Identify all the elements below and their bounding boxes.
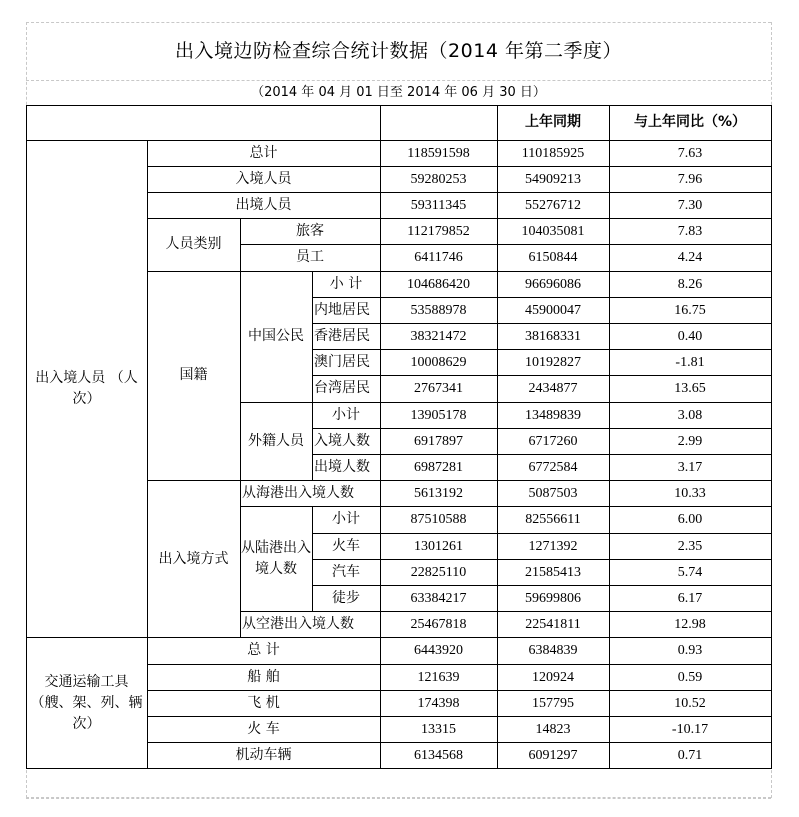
row-label: 内地居民 (314, 301, 370, 318)
value-current: 6917897 (414, 433, 463, 449)
value-last-year: 120924 (532, 669, 574, 685)
grid-line-h (240, 506, 772, 507)
value-last-year: 96696086 (525, 276, 581, 292)
value-current: 121639 (417, 669, 460, 685)
value-current: 1301261 (414, 538, 463, 554)
value-yoy: 0.93 (677, 643, 703, 659)
grid-line-h (240, 402, 772, 403)
row-label: 小计 (332, 406, 360, 423)
grid-line-h (147, 664, 772, 665)
row-label: 台湾居民 (314, 380, 370, 397)
value-current: 5613192 (414, 486, 463, 502)
group-label-person-type: 人员类别 (165, 236, 222, 253)
grid-line-h (26, 637, 772, 638)
value-current: 118591598 (407, 145, 470, 161)
grid-line-v (240, 219, 241, 638)
value-current: 59280253 (410, 171, 467, 187)
grid-line-v (380, 105, 381, 769)
value-yoy: 4.24 (677, 250, 703, 266)
value-last-year: 2434877 (528, 381, 578, 397)
group-label-mode: 出入境方式 (158, 550, 229, 567)
row-label: 火车 (332, 537, 360, 554)
grid-line-h (312, 428, 772, 429)
value-last-year: 14823 (535, 721, 571, 737)
row-label: 总 计 (247, 642, 280, 659)
value-yoy: -10.17 (671, 721, 709, 737)
header-last-year: 上年同期 (525, 114, 581, 130)
value-current: 13315 (421, 721, 456, 737)
value-current: 53588978 (410, 302, 467, 318)
grid-line-h (312, 323, 772, 324)
group-label-chinese: 中国公民 (248, 328, 304, 344)
value-yoy: 3.08 (677, 407, 703, 423)
grid-line-h (147, 166, 772, 167)
value-current: 6411746 (414, 250, 463, 266)
grid-line-h (26, 768, 772, 769)
header-yoy: 与上年同比（%） (633, 114, 747, 130)
group-label-land: 从陆港出入境人数 (241, 540, 311, 578)
row-label: 员工 (296, 249, 324, 266)
grid-line-h (147, 271, 772, 272)
value-yoy: 7.83 (677, 224, 703, 240)
value-current: 6987281 (414, 459, 463, 475)
grid-line-h (147, 192, 772, 193)
value-yoy: 2.35 (677, 538, 703, 554)
value-last-year: 10192827 (525, 355, 581, 371)
value-yoy: 0.40 (677, 328, 703, 344)
grid-line-v (26, 105, 27, 769)
value-yoy: 5.74 (677, 564, 703, 580)
grid-line-v (497, 105, 498, 769)
value-last-year: 54909213 (525, 171, 581, 187)
value-yoy: 0.71 (677, 748, 703, 764)
row-label: 小 计 (329, 275, 363, 292)
value-last-year: 157795 (532, 695, 574, 711)
row-label: 火 车 (247, 720, 280, 737)
row-label: 入境人员 (235, 170, 292, 187)
row-label: 入境人数 (314, 432, 370, 449)
grid-line-h (240, 244, 772, 245)
value-last-year: 6384839 (528, 643, 578, 659)
value-current: 25467818 (410, 617, 467, 633)
value-yoy: 10.52 (674, 695, 706, 711)
value-current: 13905178 (410, 407, 467, 423)
group-label-transport: 交通运输工具（艘、架、列、辆次） (30, 673, 143, 732)
value-last-year: 55276712 (525, 197, 581, 213)
value-current: 6134568 (414, 748, 463, 764)
value-last-year: 22541811 (525, 617, 581, 633)
value-last-year: 6091297 (528, 748, 578, 764)
value-current: 22825110 (410, 564, 467, 580)
value-current: 63384217 (410, 590, 467, 606)
grid-line-h (312, 297, 772, 298)
value-yoy: 8.26 (677, 276, 703, 292)
grid-line-v (312, 507, 313, 612)
value-current: 174398 (417, 695, 460, 711)
date-range: （2014 年 04 月 01 日至 2014 年 06 月 30 日） (251, 85, 546, 100)
row-label: 澳门居民 (314, 354, 370, 371)
row-label: 旅客 (296, 223, 324, 240)
row-label: 从空港出入境人数 (242, 616, 354, 633)
value-yoy: 6.00 (677, 512, 703, 528)
group-label-persons: 出入境人员 （人次） (35, 369, 138, 407)
row-label: 徒步 (332, 589, 360, 606)
grid-line-v (609, 105, 610, 769)
value-last-year: 13489839 (525, 407, 581, 423)
value-last-year: 6150844 (528, 250, 578, 266)
value-yoy: 6.17 (677, 590, 703, 606)
grid-line-h (147, 742, 772, 743)
row-label: 汽车 (332, 563, 360, 580)
gridline-dashed (26, 798, 771, 799)
value-yoy: 13.65 (674, 381, 706, 397)
value-current: 2767341 (414, 381, 463, 397)
row-label: 出境人数 (314, 458, 370, 475)
grid-line-h (147, 716, 772, 717)
grid-line-v (312, 271, 313, 481)
grid-line-h (26, 140, 772, 141)
value-yoy: 12.98 (674, 617, 706, 633)
value-yoy: 10.33 (674, 486, 706, 502)
grid-line-h (312, 375, 772, 376)
row-label: 船 舶 (247, 668, 280, 685)
grid-line-h (312, 559, 772, 560)
value-last-year: 82556611 (525, 512, 581, 528)
value-current: 104686420 (407, 276, 470, 292)
value-yoy: 7.63 (677, 145, 703, 161)
gridline-dashed (26, 797, 771, 798)
value-yoy: 0.59 (677, 669, 703, 685)
row-label: 从海港出入境人数 (242, 485, 354, 502)
value-last-year: 6772584 (528, 459, 578, 475)
sheet-title: 出入境边防检查综合统计数据（2014 年第二季度） (175, 39, 622, 62)
grid-line-v (147, 140, 148, 769)
value-last-year: 21585413 (525, 564, 581, 580)
value-yoy: 7.96 (677, 171, 703, 187)
value-last-year: 45900047 (525, 302, 581, 318)
row-label: 出境人员 (235, 196, 292, 213)
grid-line-h (26, 105, 772, 106)
value-last-year: 1271392 (528, 538, 578, 554)
group-label-foreign: 外籍人员 (248, 432, 304, 449)
value-yoy: 16.75 (674, 302, 706, 318)
grid-line-h (312, 349, 772, 350)
value-yoy: 2.99 (677, 433, 703, 449)
grid-line-h (147, 690, 772, 691)
value-yoy: -1.81 (675, 355, 705, 371)
value-last-year: 38168331 (525, 328, 581, 344)
row-label: 飞 机 (247, 694, 280, 711)
row-label: 总计 (249, 144, 278, 161)
value-current: 10008629 (410, 355, 467, 371)
value-yoy: 3.17 (677, 459, 703, 475)
grid-line-v (771, 105, 772, 769)
row-label: 小计 (332, 511, 360, 528)
value-current: 38321472 (410, 328, 467, 344)
value-current: 6443920 (414, 643, 463, 659)
value-last-year: 59699806 (525, 590, 581, 606)
grid-line-h (312, 533, 772, 534)
grid-line-h (240, 611, 772, 612)
grid-line-h (312, 454, 772, 455)
row-label: 机动车辆 (235, 747, 292, 764)
value-last-year: 110185925 (521, 145, 585, 161)
grid-line-h (147, 218, 772, 219)
value-last-year: 5087503 (528, 486, 578, 502)
value-last-year: 6717260 (528, 433, 578, 449)
value-current: 112179852 (407, 224, 470, 240)
value-last-year: 104035081 (521, 224, 585, 240)
group-label-nationality: 国籍 (179, 367, 208, 384)
header-current-period (380, 105, 497, 140)
row-label: 香港居民 (314, 327, 370, 344)
value-current: 59311345 (410, 197, 467, 213)
value-yoy: 7.30 (677, 197, 703, 213)
grid-line-h (312, 585, 772, 586)
grid-line-h (147, 480, 772, 481)
value-current: 87510588 (410, 512, 467, 528)
